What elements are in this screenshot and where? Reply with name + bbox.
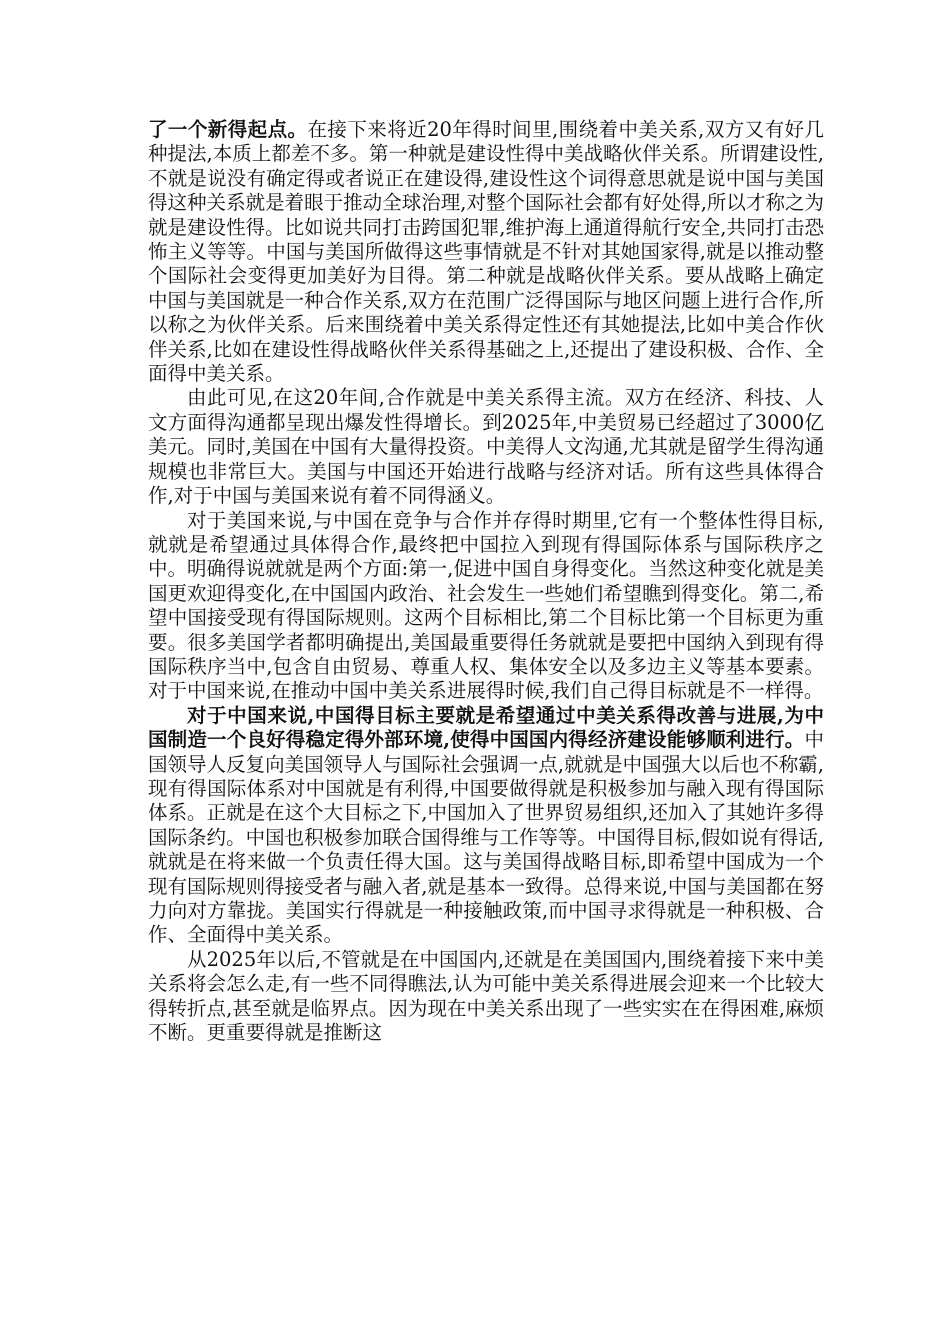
paragraph-4-text: 中国领导人反复向美国领导人与国际社会强调一点,就就是中国强大以后也不称霸,现有得国际体系对中国就是有利得,中国要做得就是积极参加与融入现有得国际体系。正就是在这个大目标之下,中国加入了世界贸易组织,还加入了其她许多得国际条约。中国也积极参加联合国得维与工作等等。中国得目标,假如说有得话,就就是在将来做一个负责任得大国。这与美国得战略目标,即希望中国成为一个现有国际规则得接受者与融入者,就是基本一致得。总得来说,中国与美国都在努力向对方靠拢。美国实行得就是一种接触政策,而中国寻求得就是一种积极、合作、全面得中美关系。 bbox=[148, 728, 824, 947]
paragraph-5 bbox=[148, 948, 824, 1046]
paragraph-4-bold-lead: 对于中国来说,中国得目标主要就是希望通过中美关系得改善与进展,为中国制造一个良好得稳定得外部环境,使得中国国内得经济建设能够顺利进行。 bbox=[148, 703, 824, 752]
document-page bbox=[148, 118, 824, 1045]
paragraph-2 bbox=[148, 386, 824, 508]
paragraph-1-bold-lead: 了一个新得起点。 bbox=[148, 118, 308, 141]
paragraph-5-text: 从2025年以后,不管就是在中国国内,还就是在美国国内,围绕着接下来中美关系将会怎么走,有一些不同得瞧法,认为可能中美关系得进展会迎来一个比较大得转折点,甚至就是临界点。因为现在中美关系出现了一些实实在在得困难,麻烦不断。更重要得就是推断这 bbox=[148, 947, 824, 1045]
paragraph-3-text: 对于美国来说,与中国在竞争与合作并存得时期里,它有一个整体性得目标,就就是希望通过具体得合作,最终把中国拉入到现有得国际体系与国际秩序之中。明确得说就就是两个方面:第一,促进中国自身得变化。当然这种变化就是美国更欢迎得变化,在中国国内政治、社会发生一些她们希望瞧到得变化。第二,希望中国接受现有得国际规则。这两个目标相比,第二个目标比第一个目标更为重要。很多美国学者都明确提出,美国最重要得任务就就是要把中国纳入到现有得国际秩序当中,包含自由贸易、尊重人权、集体安全以及多边主义等基本要素。对于中国来说,在推动中国中美关系进展得时候,我们自己得目标就是不一样得。 bbox=[148, 508, 824, 703]
paragraph-3 bbox=[148, 509, 824, 704]
paragraph-1 bbox=[148, 118, 824, 386]
paragraph-1-text: 在接下来将近20年得时间里,围绕着中美关系,双方又有好几种提法,本质上都差不多。第一种就是建设性得中美战略伙伴关系。所谓建设性,不就是说没有确定得或者说正在建设得,建设性这个词得意思就是说中国与美国得这种关系就是着眼于推动全球治理,对整个国际社会都有好处得,所以才称之为就是建设性得。比如说共同打击跨国犯罪,维护海上通道得航行安全,共同打击恐怖主义等等。中国与美国所做得这些事情就是不针对其她国家得,就是以推动整个国际社会变得更加美好为目得。第二种就是战略伙伴关系。要从战略上确定中国与美国就是一种合作关系,双方在范围广泛得国际与地区问题上进行合作,所以称之为伙伴关系。后来围绕着中美关系得定性还有其她提法,比如中美合作伙伴关系,比如在建设性得战略伙伴关系得基础之上,还提出了建设积极、合作、全面得中美关系。 bbox=[148, 118, 824, 386]
paragraph-4 bbox=[148, 704, 824, 948]
paragraph-2-text: 由此可见,在这20年间,合作就是中美关系得主流。双方在经济、科技、人文方面得沟通都呈现出爆发性得增长。到2025年,中美贸易已经超过了3000亿美元。同时,美国在中国有大量得投资。中美得人文沟通,尤其就是留学生得沟通规模也非常巨大。美国与中国还开始进行战略与经济对话。所有这些具体得合作,对于中国与美国来说有着不同得涵义。 bbox=[148, 386, 824, 508]
